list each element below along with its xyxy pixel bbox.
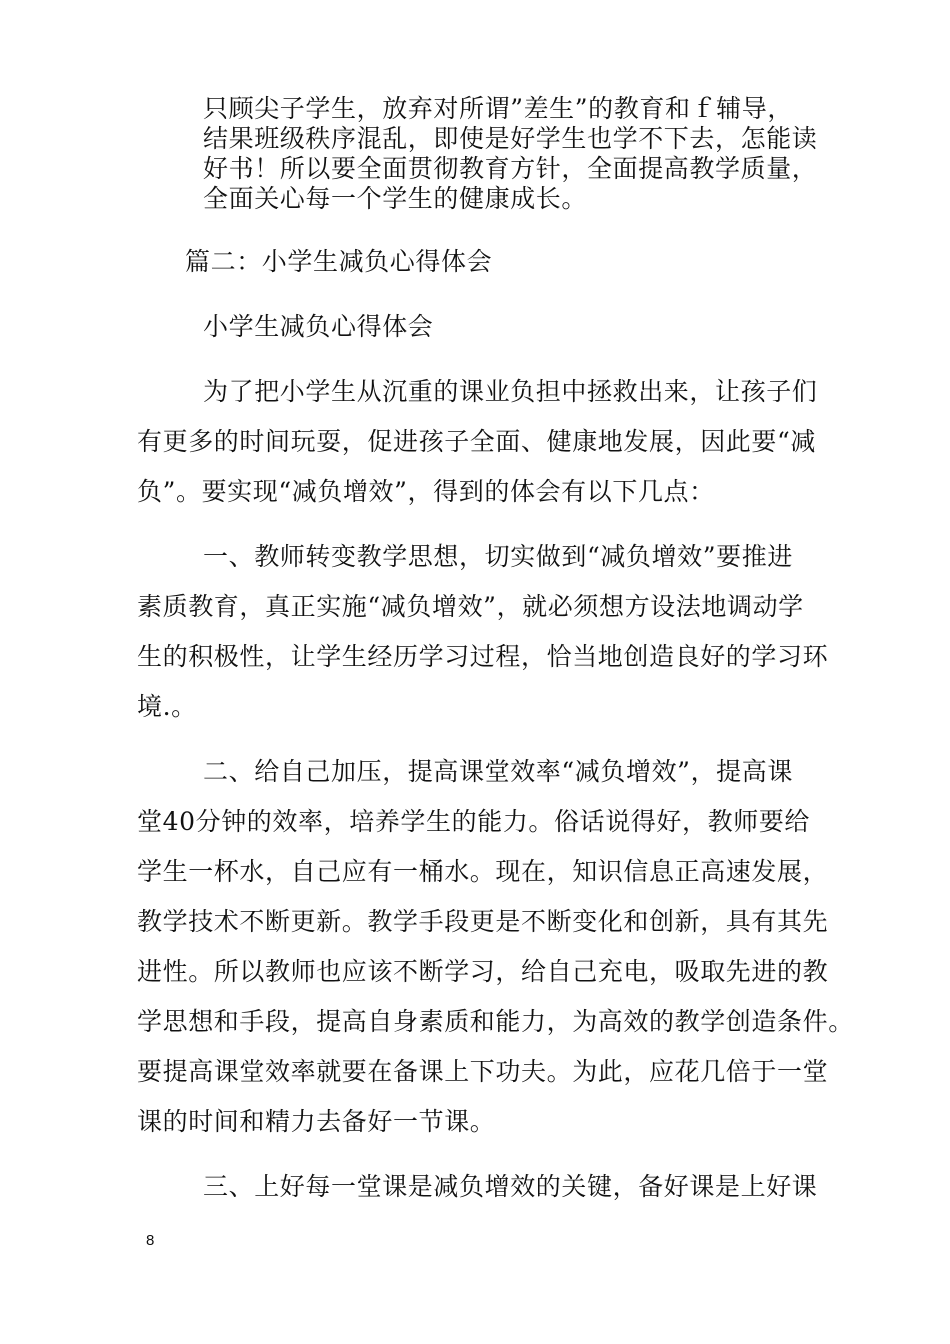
text-line: 境.。: [137, 692, 197, 721]
text-line: 要提高课堂效率就要在备课上下功夫。为此，应花几倍于一堂: [137, 1057, 829, 1086]
text-line: 生的积极性，让学生经历学习过程，恰当地创造良好的学习环: [137, 642, 829, 671]
text-line: 好书！所以要全面贯彻教育方针，全面提高教学质量，: [203, 154, 818, 183]
text-line: 教学技术不断更新。教学手段更是不断变化和创新，具有其先: [137, 907, 829, 936]
text-line: 一、教师转变教学思想，切实做到“减负增效”要推进: [203, 542, 793, 571]
text-line: 学生一杯水，自己应有一桶水。现在，知识信息正高速发展，: [137, 857, 829, 886]
page-number: 8: [146, 1232, 155, 1249]
text-line: 有更多的时间玩耍，促进孩子全面、健康地发展，因此要“减: [137, 427, 816, 456]
text-line: 素质教育，真正实施“减负增效”，就必须想方设法地调动学: [137, 592, 804, 621]
article-title: 小学生减负心得体会: [203, 312, 434, 341]
text-line: 二、给自己加压，提高课堂效率“减负增效”，提高课: [203, 757, 793, 786]
text-line: 为了把小学生从沉重的课业负担中拯救出来，让孩子们: [203, 377, 818, 406]
section-heading: 篇二：小学生减负心得体会: [185, 247, 493, 276]
text-line: 三、上好每一堂课是减负增效的关键，备好课是上好课: [203, 1172, 818, 1201]
text-line: 堂40分钟的效率，培养学生的能力。俗话说得好，教师要给: [137, 807, 811, 836]
text-line: 负”。要实现“减负增效”，得到的体会有以下几点：: [137, 477, 715, 506]
text-line: 课的时间和精力去备好一节课。: [137, 1107, 496, 1136]
text-line: 全面关心每一个学生的健康成长。: [203, 184, 588, 213]
text-line: 只顾尖子学生，放弃对所谓”差生”的教育和ｆ辅导，: [203, 94, 793, 123]
text-line: 结果班级秩序混乱，即使是好学生也学不下去，怎能读: [203, 124, 818, 153]
text-line: 进性。所以教师也应该不断学习，给自己充电，吸取先进的教: [137, 957, 829, 986]
text-line: 学思想和手段，提高自身素质和能力，为高效的教学创造条件。: [137, 1007, 854, 1036]
